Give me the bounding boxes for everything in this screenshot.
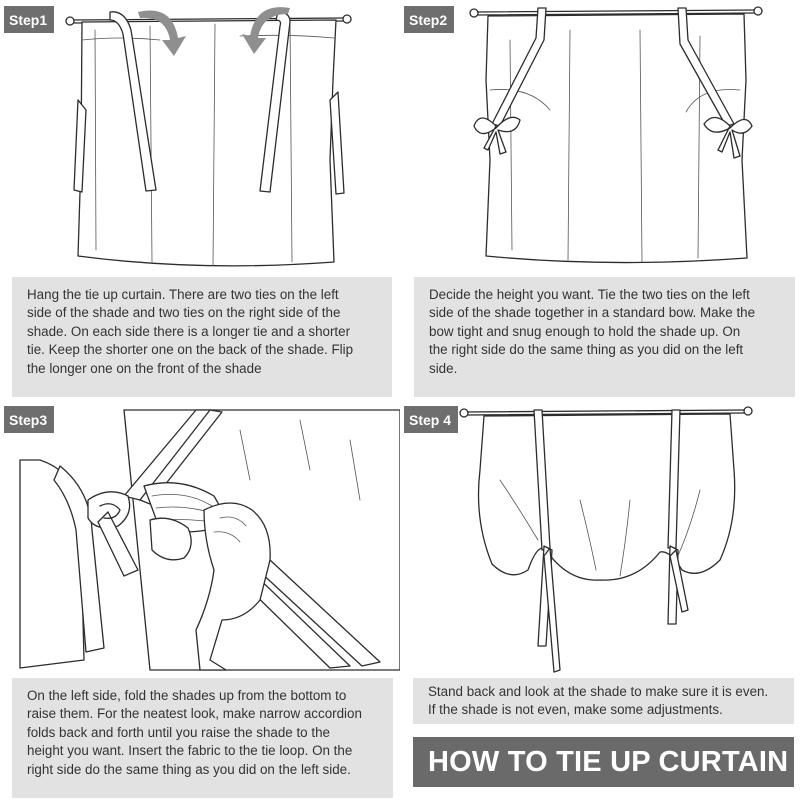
step-label: Step 4: [404, 406, 458, 433]
step-label: Step3: [4, 406, 54, 433]
step-caption: Hang the tie up curtain. There are two ties on the left side of the shade and two ties on the right side of the shade. On each side there is a longer tie and a shorter tie. Keep the shorter one on the back of the shade. Flip the longer one on the front of the shade: [12, 277, 392, 397]
step-label: Step2: [404, 6, 454, 33]
step2-panel: [400, 0, 800, 400]
step3-panel: [0, 400, 400, 800]
step-caption: Decide the height you want. Tie the two ties on the left side of the shade together in a standard bow. Make the bow tight and snug enough to hold the shade up. On the right side do the same thing as you did on the left side.: [414, 277, 795, 397]
step1-panel: [0, 0, 400, 400]
step-label: Step1: [4, 6, 54, 33]
page-title: HOW TO TIE UP CURTAIN: [413, 737, 794, 787]
step-caption: On the left side, fold the shades up from the bottom to raise them. For the neatest look, make narrow accordion folds back and forth until you raise the shade to the height you want. Insert the fabric to the tie loop. On the right side do the same thing as you did on the left side.: [12, 678, 393, 798]
step-caption: Stand back and look at the shade to make sure it is even. If the shade is not even, make some adjustments.: [413, 678, 794, 724]
